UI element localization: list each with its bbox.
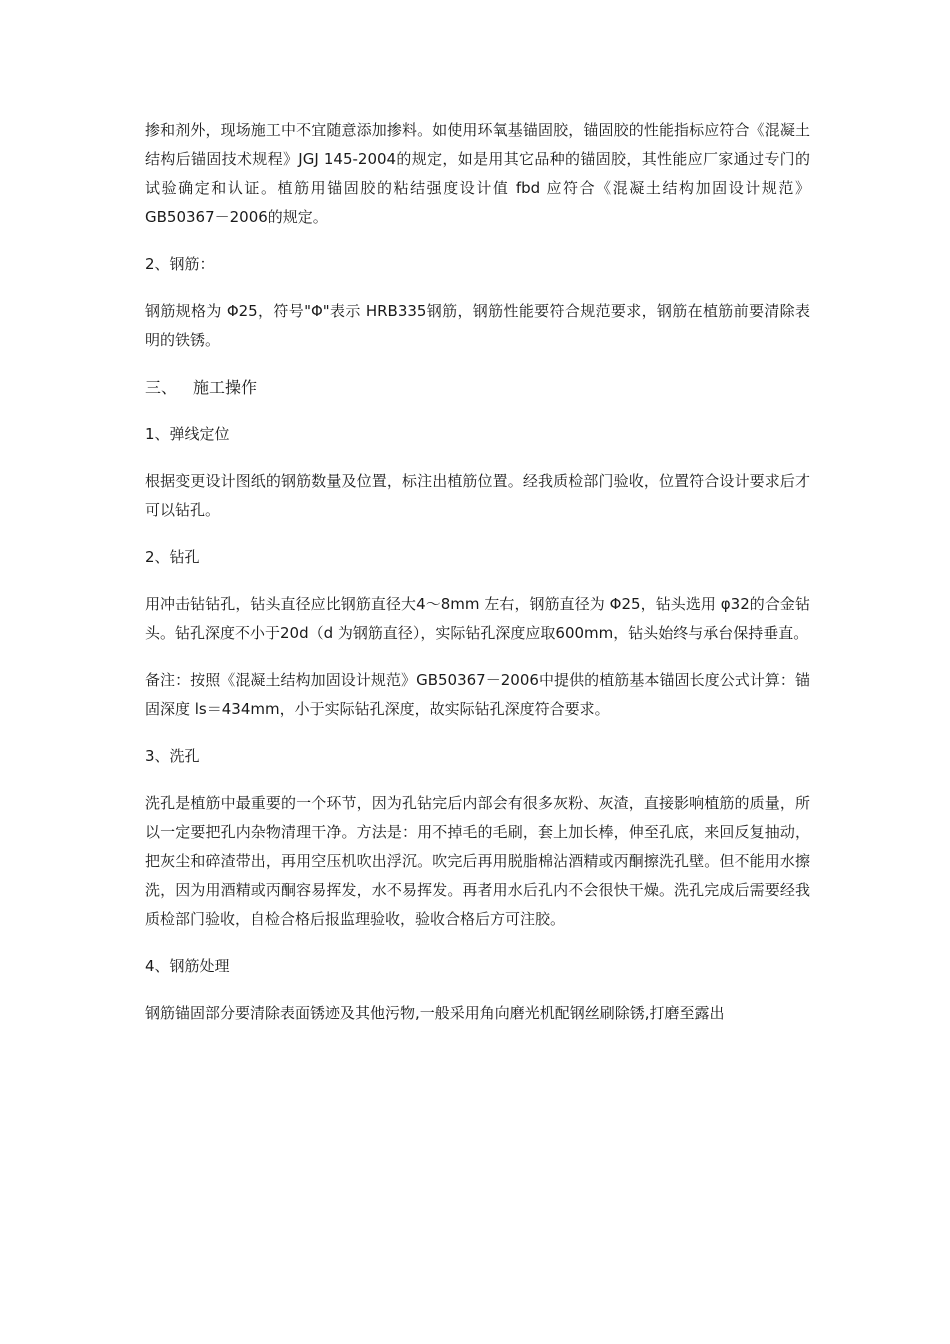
section-title-text: 施工操作 <box>193 378 258 397</box>
paragraph-drilling: 用冲击钻钻孔，钻头直径应比钢筋直径大4～8mm 左右，钢筋直径为 Φ25，钻头选用 φ32的合金钻头。钻孔深度不小于20d（d 为钢筋直径），实际钻孔深度应取600mm，钻头始终与承台保持垂直。 <box>145 595 810 642</box>
paragraph-note: 备注：按照《混凝土结构加固设计规范》GB50367－2006中提供的植筋基本锚固长度公式计算：锚固深度 ls＝434mm，小于实际钻孔深度，故实际钻孔深度符合要求。 <box>145 671 810 718</box>
paragraph-line-positioning: 根据变更设计图纸的钢筋数量及位置，标注出植筋位置。经我质检部门验收，位置符合设计要求后才可以钻孔。 <box>145 472 810 519</box>
paragraph-rebar-treatment: 钢筋锚固部分要清除表面锈迹及其他污物,一般采用角向磨光机配钢丝刷除锈,打磨至露出 <box>145 1004 725 1022</box>
heading-drilling: 2、钻孔 <box>145 548 200 566</box>
heading-rebar: 2、钢筋： <box>145 255 215 273</box>
paragraph-hole-cleaning: 洗孔是植筋中最重要的一个环节，因为孔钻完后内部会有很多灰粉、灰渣，直接影响植筋的质量，所以一定要把孔内杂物清理干净。方法是：用不掉毛的毛刷，套上加长棒，伸至孔底，来回反复抽动，把灰尘和碎渣带出，再用空压机吹出浮沉。吹完后再用脱脂棉沾酒精或丙酮擦洗孔壁。但不能用水擦洗，因为用酒精或丙酮容易挥发，水不易挥发。再者用水后孔内不会很快干燥。洗孔完成后需要经我质检部门验收，自检合格后报监理验收，验收合格后方可注胶。 <box>145 794 810 928</box>
paragraph-rebar-spec: 钢筋规格为 Φ25，符号"Φ"表示 HRB335钢筋，钢筋性能要符合规范要求，钢筋在植筋前要清除表明的铁锈。 <box>145 302 810 349</box>
section-title-construction <box>145 373 810 402</box>
heading-hole-cleaning: 3、洗孔 <box>145 747 200 765</box>
paragraph-anchor-glue: 掺和剂外，现场施工中不宜随意添加掺料。如使用环氧基锚固胶，锚固胶的性能指标应符合《混凝土结构后锚固技术规程》JGJ 145-2004的规定，如是用其它品种的锚固胶，其性能应厂家通过专门的试验确定和认证。植筋用锚固胶的粘结强度设计值 fbd 应符合《混凝土结构加固设计规范》GB50367－2006的规定。 <box>145 121 810 226</box>
heading-line-positioning: 1、弹线定位 <box>145 425 230 443</box>
section-number: 三、 <box>145 378 178 397</box>
heading-rebar-treatment: 4、钢筋处理 <box>145 957 230 975</box>
document-body <box>145 116 810 1046</box>
